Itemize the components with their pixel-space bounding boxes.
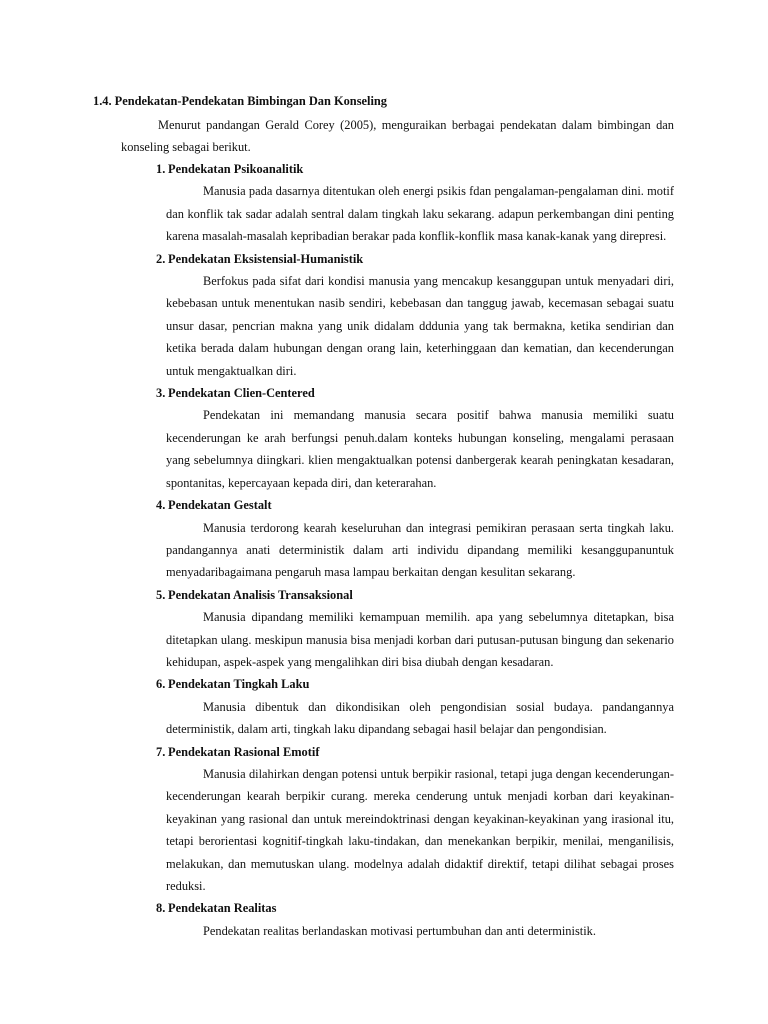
section-title: 1.4. Pendekatan-Pendekatan Bimbingan Dan Konseling [93, 94, 387, 108]
item-title: Pendekatan Realitas [168, 901, 277, 916]
item-heading [156, 494, 768, 516]
item-number: 4. [156, 498, 166, 513]
item-body: Pendekatan realitas berlandaskan motivasi pertumbuhan dan anti deterministik. [203, 923, 596, 938]
item-body: Manusia terdorong kearah keseluruhan dan integrasi pemikiran perasaan serta tingkah laku. pandangannya anati deterministik dalam arti individu dipandang memiliki kesanggupanuntuk menyadaribagaimana pengaruh masa lampau berkaitan dengan kesulitan sekarang. [166, 520, 674, 580]
item-number: 8. [156, 901, 166, 916]
item-heading [156, 248, 768, 270]
item-heading [156, 584, 768, 606]
item-heading [156, 382, 768, 404]
item-heading [156, 158, 768, 180]
item-body: Pendekatan ini memandang manusia secara positif bahwa manusia memiliki suatu kecenderungan ke arah berfungsi penuh.dalam konteks hubungan konseling, mengalami perasaan yang sebelumnya diingkari. klien mengaktualkan potensi danbergerak kearah peningkatan kesadaran, spontanitas, kepercayaan kepada diri, dan keterarahan. [166, 408, 674, 490]
item-title: Pendekatan Eksistensial-Humanistik [168, 251, 364, 266]
list-item [0, 897, 768, 942]
list-item [0, 382, 768, 494]
list-item [0, 248, 768, 382]
item-title: Pendekatan Clien-Centered [168, 386, 315, 401]
list-item [0, 158, 768, 248]
item-heading [156, 741, 768, 763]
item-heading [156, 673, 768, 695]
item-number: 3. [156, 386, 166, 401]
list-item [0, 673, 768, 740]
section-intro: Menurut pandangan Gerald Corey (2005), menguraikan berbagai pendekatan dalam bimbingan dan konseling sebagai berikut. [121, 118, 674, 155]
item-body: Manusia dipandang memiliki kemampuan memilih. apa yang sebelumnya ditetapkan, bisa ditetapkan ulang. meskipun manusia bisa menjadi korban dari putusan-putusan bingung dan sekenario kehidupan, aspek-aspek yang mengalihkan diri bisa diubah dengan kesadaran. [166, 610, 674, 669]
item-body: Berfokus pada sifat dari kondisi manusia yang mencakup kesanggupan untuk menyadari diri, kebebasan untuk menentukan nasib sendiri, kebebasan dan tanggug jawab, kecemasan sebagai suatu unsur dasar, pencrian makna yang unik didalam dddunia yang tak bermakna, ketika sendirian dan ketika berada dalam hubungan dengan orang lain, keterhinggaan dan kematian, dan kecenderungan untuk mengaktualkan diri. [166, 274, 674, 378]
item-number: 1. [156, 162, 166, 176]
item-body: Manusia dilahirkan dengan potensi untuk berpikir rasional, tetapi juga dengan kecenderungan-kecenderungan kearah berpikir curang. mereka cenderung untuk menjadi korban dari keyakinan-keyakinan yang rasional dan untuk mereindoktrinasi dengan keyakinan-keyakinan yang irasional itu, tetapi berorientasi kognitif-tingkah laku-tindakan, dan menekankan berpikir, menilai, menganilisis, melakukan, dan memutuskan ulang. modelnya adalah didaktif direktif, tetapi dilihat sebagai proses reduksi. [166, 766, 674, 893]
item-heading [156, 897, 768, 919]
item-number: 6. [156, 677, 166, 692]
item-title: Pendekatan Psikoanalitik [168, 162, 304, 176]
item-title: Pendekatan Rasional Emotif [168, 744, 320, 759]
list-item [0, 741, 768, 898]
list-item [0, 494, 768, 584]
item-number: 5. [156, 587, 166, 602]
item-title: Pendekatan Analisis Transaksional [168, 587, 353, 602]
item-title: Pendekatan Tingkah Laku [168, 677, 310, 692]
item-number: 2. [156, 251, 166, 266]
item-title: Pendekatan Gestalt [168, 498, 272, 513]
item-body: Manusia dibentuk dan dikondisikan oleh pengondisian sosial budaya. pandangannya deterministik, dalam arti, tingkah laku dipandang sebagai hasil belajar dan pengondisian. [166, 699, 674, 737]
item-number: 7. [156, 744, 166, 759]
list-item [0, 584, 768, 674]
item-body: Manusia pada dasarnya ditentukan oleh energi psikis fdan pengalaman-pengalaman dini. motif dan konflik tak sadar adalah sentral dalam tingkah laku sekarang. adapun perkembangan dini penting karena masalah-masalah kepribadian berakar pada konflik-konflik masa kanak-kanak yang direpresi. [166, 184, 674, 244]
approach-list [0, 158, 768, 942]
